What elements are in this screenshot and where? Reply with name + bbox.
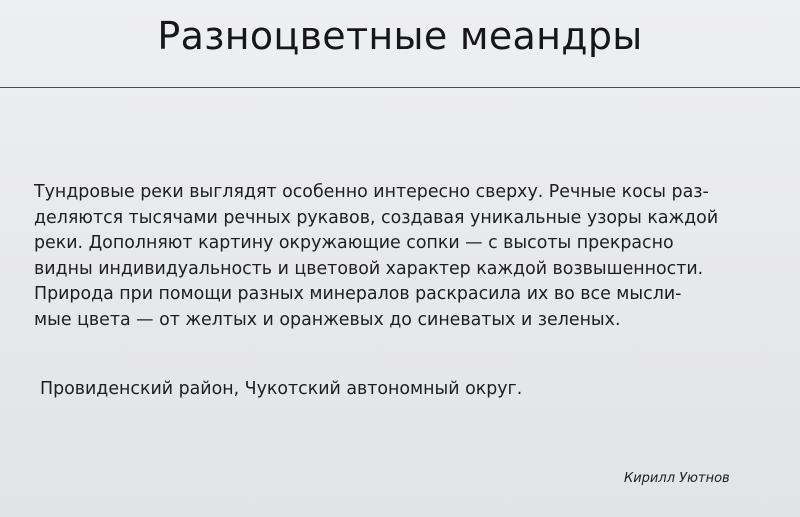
paragraph-line: деляются тысячами речных рукавов, создавая уникальные узоры каждой (34, 207, 719, 228)
description-paragraph (34, 180, 794, 333)
paragraph-line: Природа при помощи разных минералов раскрасила их во все мысли- (34, 284, 682, 304)
author-name: Кирилл Уютнов (624, 471, 730, 486)
paragraph-line: реки. Дополняют картину окружающие сопки — с высоты прекрасно (34, 233, 674, 253)
paragraph-line: Тундровые реки выглядят особенно интересно сверху. Речные косы раз- (34, 182, 709, 202)
location-text: Провиденский район, Чукотский автономный округ. (40, 379, 523, 399)
paragraph-line: видны индивидуальность и цветовой характер каждой возвышенности. (34, 258, 704, 279)
page-title: Разноцветные меандры (157, 14, 643, 58)
title-divider (0, 87, 800, 88)
paragraph-line: мые цвета — от желтых и оранжевых до синеватых и зеленых. (34, 309, 621, 330)
